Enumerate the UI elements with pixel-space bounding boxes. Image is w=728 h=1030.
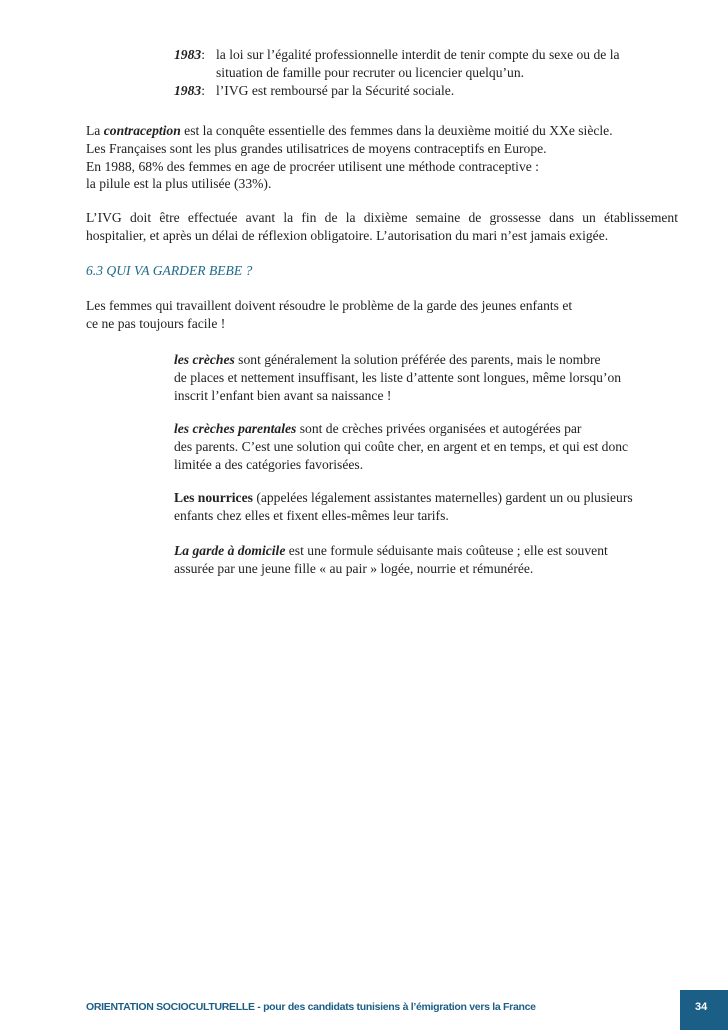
date-list bbox=[174, 46, 674, 99]
contraception-paragraph: La contraception est la conquête essentielle des femmes dans la deuxième moitié du XXe siècle. Les Françaises sont les plus grandes utilisatrices de moyens contraceptifs en Europe. En 1988, 68% des femmes en age de procréer utilisent une méthode contraceptive : la pilule est la plus utilisée (33%). bbox=[86, 123, 613, 192]
option-garde-domicile: La garde à domicile est une formule séduisante mais coûteuse ; elle est souvent assurée par une jeune fille « au pair » logée, nourrie et rémunérée. bbox=[174, 543, 608, 576]
option-nourrices: Les nourrices (appelées légalement assistantes maternelles) gardent un ou plusieurs enfants chez elles et fixent elles-mêmes leur tarifs. bbox=[174, 490, 633, 523]
ivg-paragraph: L’IVG doit être effectuée avant la fin de la dixième semaine de grossesse dans un établissement hospitalier, et après un délai de réflexion obligatoire. L’autorisation du mari n’est jamais exigée. bbox=[86, 210, 678, 243]
option-term: les crèches parentales bbox=[174, 421, 297, 436]
option-creches: les crèches sont généralement la solution préférée des parents, mais le nombre de places et nettement insuffisant, les liste d’attente sont longues, même lorsqu’on inscrit l’enfant bien avant sa naissance ! bbox=[174, 352, 622, 403]
date-text: l’IVG est remboursé par la Sécurité sociale. bbox=[216, 82, 455, 98]
date-year: 1983: bbox=[174, 82, 205, 98]
intro-paragraph: Les femmes qui travaillent doivent résoudre le problème de la garde des jeunes enfants et ce ne pas toujours facile ! bbox=[86, 298, 573, 331]
section-heading: 6.3 QUI VA GARDER BEBE ? bbox=[86, 263, 253, 278]
date-text: la loi sur l’égalité professionnelle interdit de tenir compte du sexe ou de la bbox=[216, 47, 620, 62]
option-term: La garde à domicile bbox=[174, 543, 286, 558]
option-creches-parentales: les crèches parentales sont de crèches privées organisées et autogérées par des parents. C’est une solution qui coûte cher, en argent et en temps, et qui est donc limitée a des catégories favorisées. bbox=[174, 421, 629, 472]
date-entry bbox=[174, 82, 674, 100]
date-year: 1983: bbox=[174, 47, 205, 62]
date-text-continued: situation de famille pour recruter ou licencier quelqu’un. bbox=[216, 64, 525, 80]
contraception-term: contraception bbox=[103, 123, 181, 138]
footer-text: ORIENTATION SOCIOCULTURELLE - pour des candidats tunisiens à l’émigration vers la France bbox=[86, 1001, 536, 1013]
date-entry bbox=[174, 46, 674, 82]
option-term: les crèches bbox=[174, 352, 235, 367]
page-number: 34 bbox=[695, 1001, 708, 1013]
option-term: Les nourrices bbox=[174, 490, 253, 505]
